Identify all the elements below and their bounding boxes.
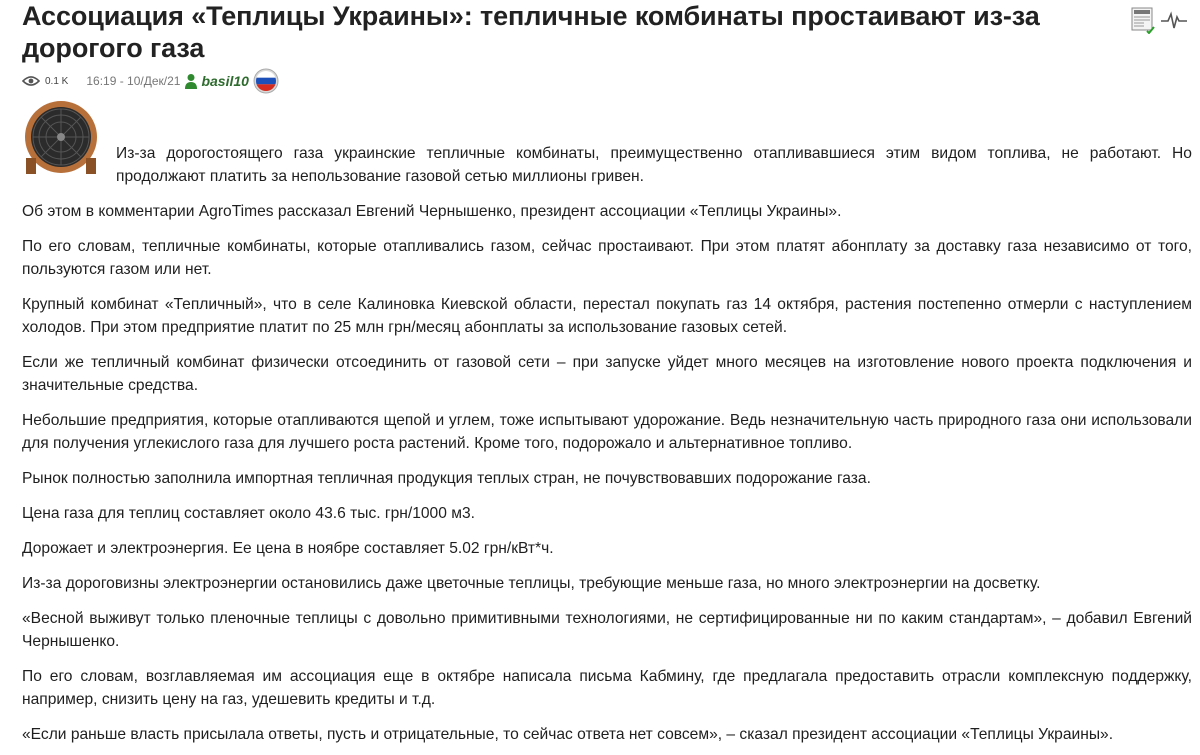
article-lead (22, 98, 1192, 188)
pulse-icon[interactable] (1160, 9, 1188, 31)
fan-thumbnail (22, 98, 100, 176)
header-tools (1130, 6, 1188, 34)
paragraph: Небольшие предприятия, которые отапливаются щепой и углем, тоже испытывают удорожание. Ведь незначительную часть природного газа они использовали для получения углекислого газа для лучшего роста растений. Кроме того, подорожало и альтернативное топливо. (22, 412, 1192, 452)
lead-paragraph: Из-за дорогостоящего газа украинские тепличные комбинаты, преимущественно отапливавшиеся этим видом топлива, не работают. Но продолжают платить за непользование газовой сетью миллионы гривен. (116, 145, 1192, 185)
publish-datetime: 16:19 - 10/Дек/21 (86, 74, 181, 88)
article-meta (22, 68, 1122, 94)
paragraph: По его словам, возглавляемая им ассоциация еще в октябре написала письма Кабмину, где предлагала предоставить отрасли комплексную поддержку, например, снизить цену на газ, удешевить кредиты и т.д. (22, 668, 1192, 708)
paragraph: Из-за дороговизны электроэнергии остановились даже цветочные теплицы, требующие меньше газа, но много электроэнергии на досветку. (22, 575, 1041, 592)
news-icon[interactable] (1130, 6, 1156, 34)
paragraph: Если же тепличный комбинат физически отсоединить от газовой сети – при запуске уйдет много месяцев на изготовление нового проекта подключения и значительные средства. (22, 354, 1192, 394)
article-header (22, 0, 1122, 94)
paragraph: Дорожает и электроэнергия. Ее цена в ноябре составляет 5.02 грн/кВт*ч. (22, 540, 554, 557)
article-title: Ассоциация «Теплицы Украины»: тепличные комбинаты простаивают из-за дорогого газа (22, 1, 1040, 63)
russia-flag-icon (253, 68, 279, 94)
paragraph: Об этом в комментарии AgroTimes рассказал Евгений Чернышенко, президент ассоциации «Теплицы Украины». (22, 203, 842, 220)
paragraph: Цена газа для теплиц составляет около 43.6 тыс. грн/1000 м3. (22, 505, 475, 522)
paragraph: Крупный комбинат «Тепличный», что в селе Калиновка Киевской области, перестал покупать газ 14 октября, растения постепенно отмерли с наступлением холодов. При этом предприятие платит по 25 млн грн/месяц абонплаты за использование газовых сетей. (22, 296, 1192, 336)
user-icon (184, 73, 198, 89)
paragraph: «Весной выживут только пленочные теплицы с довольно примитивными технологиями, не сертифицированные ни по каким стандартам», – добавил Евгений Чернышенко. (22, 610, 1192, 650)
author-link[interactable]: basil10 (201, 73, 249, 89)
paragraph: По его словам, тепличные комбинаты, которые отапливались газом, сейчас простаивают. При этом платят абонплату за доставку газа независимо от того, пользуются газом или нет. (22, 238, 1192, 278)
paragraph: Рынок полностью заполнила импортная тепличная продукция теплых стран, не почувствовавших подорожание газа. (22, 470, 871, 487)
paragraph: «Если раньше власть присылала ответы, пусть и отрицательные, то сейчас ответа нет совсем», – сказал президент ассоциации «Теплицы Украины». (22, 726, 1114, 743)
article-body (22, 98, 1192, 746)
eye-icon (22, 75, 40, 87)
views-count: 0.1 K (45, 75, 69, 87)
